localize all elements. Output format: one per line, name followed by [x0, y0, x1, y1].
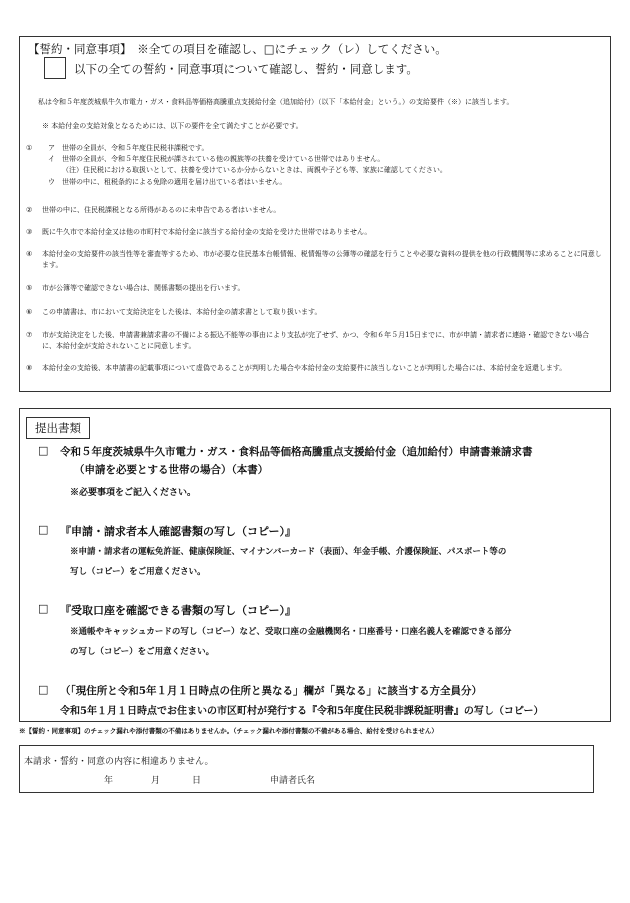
- documents-tag: 提出書類: [26, 417, 90, 439]
- item1-num: ①: [26, 144, 33, 152]
- item3-num: ③: [26, 228, 33, 236]
- applicant-name-label: 申請者氏名: [270, 776, 316, 786]
- item7-num: ⑦: [26, 331, 33, 339]
- item1-c: ウ 世帯の中に、租税条約による免除の適用を届け出ている者はいません。: [48, 178, 287, 186]
- item8-num: ⑧: [26, 364, 33, 372]
- doc1-title: 令和５年度茨城県牛久市電力・ガス・食料品等価格高騰重点支援給付金（追加給付）申請書兼請求書: [60, 446, 533, 458]
- doc1-title-2: （申請を必要とする世帯の場合）（本書）: [74, 464, 269, 476]
- date-day-label: 日: [192, 776, 202, 786]
- footer-note: ※【誓約・同意事項】のチェック漏れや添付書類の不備はありませんか。（チェック漏れや添付書類の不備がある場合、給付を受けられません）: [19, 727, 438, 735]
- item1-a: ア 世帯の全員が、令和５年度住民税非課税です。: [48, 144, 209, 152]
- item4-num: ④: [26, 250, 33, 258]
- doc2-note: ※申請・請求者の運転免許証、健康保険証、マイナンバーカード（表面）、年金手帳、介護保険証、パスポート等の: [70, 547, 507, 557]
- intro-text: 私は令和５年度茨城県牛久市電力・ガス・食料品等価格高騰重点支援給付金（追加給付）（以下「本給付金」という。）の支給要件（※）に該当します。: [38, 98, 514, 106]
- item5-text: 市が公簿等で確認できない場合は、関係書類の提出を行います。: [42, 284, 245, 292]
- doc4-title: （「現住所と令和5年１月１日時点の住所と異なる」欄が「異なる」に該当する方全員分）: [60, 685, 483, 697]
- doc2-checkbox[interactable]: □: [38, 523, 49, 536]
- item2-text: 世帯の中に、住民税課税となる所得があるのに未申告である者はいません。: [42, 206, 281, 214]
- item5-num: ⑤: [26, 284, 33, 292]
- confirmation-text: 本請求・誓約・同意の内容に相違ありません。: [24, 757, 214, 767]
- doc1-checkbox[interactable]: □: [38, 444, 49, 457]
- item7-text: 市が支給決定をした後、申請書兼請求書の不備による振込不能等の事由により支払が完了せず、かつ、令和６年５月15日までに、市が申請・請求者に連絡・確認できない場合に、本給付金が支給されないことに同意します。: [42, 331, 590, 350]
- documents-section: [19, 408, 611, 722]
- item6-num: ⑥: [26, 308, 33, 316]
- doc3-note-2: の写し（コピー）をご用意ください。: [70, 647, 215, 657]
- item1-b-note: （注）住民税における取扱いとして、扶養を受けているか分からないときは、両親や子ども等、家族に確認してください。: [62, 166, 447, 174]
- doc3-note: ※通帳やキャッシュカードの写し（コピー）など、受取口座の金融機関名・口座番号・口座名義人を確認できる部分: [70, 627, 512, 637]
- item2-num: ②: [26, 206, 33, 214]
- doc4-checkbox[interactable]: □: [38, 683, 49, 696]
- item8-text: 本給付金の支給後、本申請書の記載事項について虚偽であることが判明した場合や本給付金の支給要件に該当しないことが判明した場合には、本給付金を返還します。: [42, 364, 567, 372]
- pledge-section: [19, 36, 611, 392]
- confirmation-section: [19, 745, 594, 793]
- agree-checkbox[interactable]: [44, 57, 66, 79]
- doc3-title: 『受取口座を確認できる書類の写し（コピー）』: [60, 604, 297, 617]
- doc3-checkbox[interactable]: □: [38, 602, 49, 615]
- doc4-title-2: 令和5年１月１日時点でお住まいの市区町村が発行する『令和5年度住民税非課税証明書』の写し（コピー）: [60, 706, 544, 717]
- agree-checkbox-label: 以下の全ての誓約・同意事項について確認し、誓約・同意します。: [74, 62, 418, 76]
- doc2-title: 『申請・請求者本人確認書類の写し（コピー）』: [60, 525, 297, 538]
- pledge-heading: 【誓約・同意事項】 ※全ての項目を確認し、□にチェック（レ）してください。: [28, 42, 447, 56]
- date-year-label: 年: [104, 776, 114, 786]
- item6-text: この申請書は、市において支給決定をした後は、本給付金の請求書として取り扱います。: [42, 308, 322, 316]
- item1-b: イ 世帯の全員が、令和５年度住民税が課されている他の親族等の扶養を受けている世帯ではありません。: [48, 155, 385, 163]
- intro-note: ※ 本給付金の支給対象となるためには、以下の要件を全て満たすことが必要です。: [42, 122, 303, 130]
- doc1-note: ※必要事項をご記入ください。: [70, 488, 197, 498]
- doc2-note-2: 写し（コピー）をご用意ください。: [70, 567, 206, 577]
- date-month-label: 月: [151, 776, 161, 786]
- item3-text: 既に牛久市で本給付金又は他の市町村で本給付金に該当する給付金の支給を受けた世帯ではありません。: [42, 228, 372, 236]
- item4-text: 本給付金の支給要件の該当性等を審査等するため、市が必要な住民基本台帳情報、税情報等の公簿等の確認を行うことや必要な資料の提供を他の行政機関等に求めることに同意します。: [42, 250, 602, 269]
